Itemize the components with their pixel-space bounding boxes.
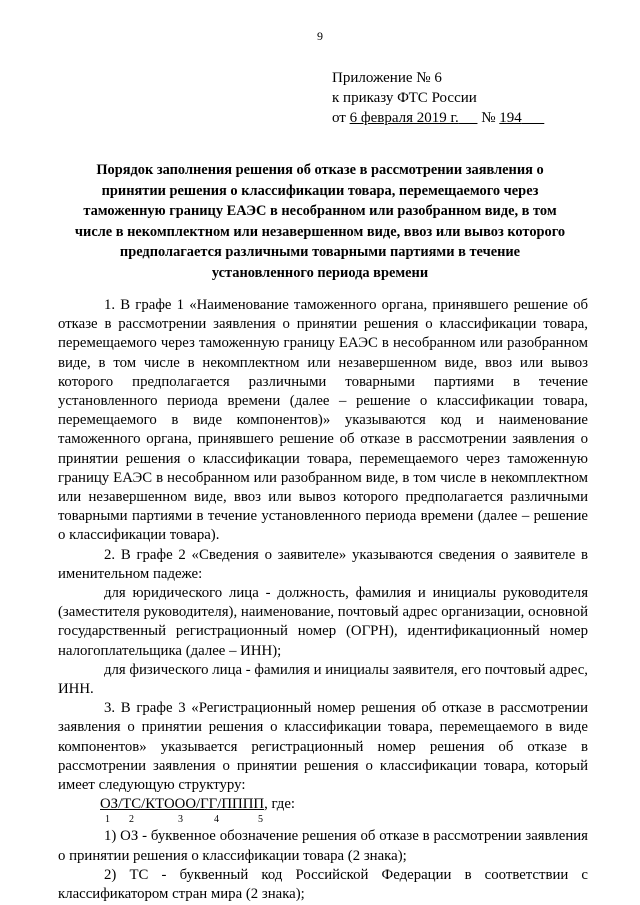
document-body	[58, 296, 588, 904]
paragraph-3: 3. В графе 3 «Регистрационный номер решения об отказе в рассмотрении заявления о принятии решения о классификации товара, перемещаемого в виде компонентов» указывается регистрационный номер решения об отказе в рассмотрении заявления о принятии решения о классификации товара, который имеет следующую структуру:	[58, 700, 588, 794]
page-number: 9	[317, 29, 323, 43]
structure-code: ОЗ/ТС/КТООО/ГГ/ПППП	[100, 796, 265, 813]
document-title: Порядок заполнения решения об отказе в рассмотрении заявления о принятии решения о классификации товара, перемещаемого через таможенную границу ЕАЭС в несобранном или разобранном виде, в том числе в некомплектном или незавершенном виде, ввоз или вывоз которого предполагается различными товарными партиями в течение установленного периода времени	[74, 162, 566, 281]
index-label: 5	[258, 814, 263, 826]
appendix-title: Приложение № 6	[332, 70, 442, 86]
paragraph-2-individual: для физического лица - фамилия и инициалы заявителя, его почтовый адрес, ИНН.	[58, 661, 588, 698]
paragraph-1: 1. В графе 1 «Наименование таможенного органа, принявшего решение об отказе в рассмотрении заявления о принятии решения о классификации товара, перемещаемого через таможенную границу ЕАЭС в несобранном или разобранном виде, в том числе в некомплектном или незавершенном виде, ввоз или вывоз которого предполагается различными товарными партиями в течение установленного периода времени (далее – решение о классификации товара, перемещаемого в виде компонентов)» указываются код и наименование таможенного органа, принявшего решение об отказе в рассмотрении заявления о принятии решения о классификации товара, перемещаемого через таможенную границу ЕАЭС в несобранном или разобранном виде, в том числе в некомплектном или незавершенном виде, ввоз или вывоз которого предполагается различными товарными партиями в течение установленного периода времени (далее – решение о классификации товара).	[58, 297, 588, 544]
index-label: 3	[178, 814, 183, 826]
paragraph-2-legal-entity: для юридического лица - должность, фамилия и инициалы руководителя (заместителя руководителя), наименование, почтовый адрес организации, основной государственный регистрационный номер (ОГРН), идентификационный номер налогоплательщика (далее – ИНН);	[58, 585, 588, 659]
number-structure	[58, 795, 588, 814]
appendix-header	[332, 68, 544, 128]
index-label: 1	[105, 814, 110, 826]
number-prefix: №	[481, 110, 496, 126]
order-number: 194	[499, 110, 522, 126]
index-label: 2	[129, 814, 134, 826]
structure-item-1: 1) ОЗ - буквенное обозначение решения об отказе в рассмотрении заявления о принятии решения о классификации товара (2 знака);	[58, 828, 588, 864]
index-label: 4	[214, 814, 219, 826]
structure-index-labels	[58, 814, 588, 827]
order-date: 6 февраля 2019 г.	[349, 110, 459, 126]
structure-item-2: 2) ТС - буквенный код Российской Федерации в соответствии с классификатором стран мира (2 знака);	[58, 866, 588, 903]
date-prefix: от	[332, 110, 346, 126]
structure-suffix: , где:	[264, 796, 296, 813]
paragraph-2: 2. В графе 2 «Сведения о заявителе» указываются сведения о заявителе в именительном падеже:	[58, 546, 588, 582]
appendix-order-ref: к приказу ФТС России	[332, 90, 477, 106]
appendix-date-line	[332, 108, 544, 128]
